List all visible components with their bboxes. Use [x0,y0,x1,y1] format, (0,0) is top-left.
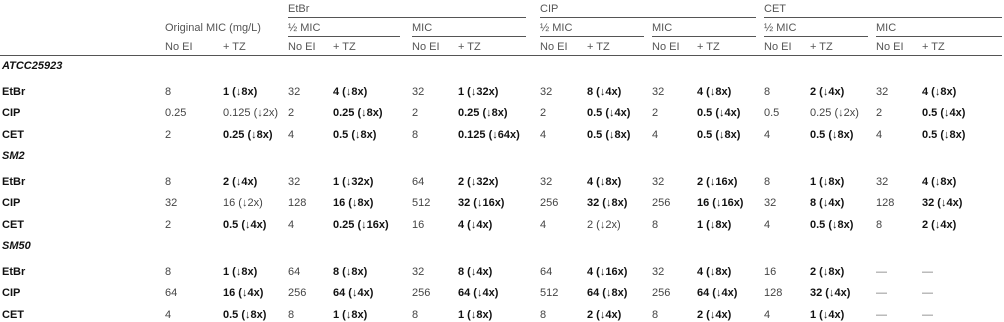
table-cell: 4 (↓8x) [587,175,622,188]
table-cell: — [876,287,887,299]
table-cell: 32 [412,85,425,98]
table-cell: 8 [165,175,172,188]
subgroup-rule-cet-mic [876,36,1002,37]
mic-header-etbr: MIC [412,22,433,34]
table-cell: 32 [876,85,889,98]
row-label: CET [2,218,24,231]
table-cell: 4 [540,128,547,141]
table-cell: 32 [412,265,425,278]
row-label: EtBr [2,265,26,278]
table-cell: — [922,287,933,299]
table-cell: 8 (↓4x) [810,197,845,209]
subgroup-rule-cip-half [540,36,644,37]
original-mic-header: Original MIC (mg/L) [165,22,261,34]
table-cell: 0.5 [764,107,780,119]
col-header-tz: + TZ [810,41,833,53]
col-header-tz: + TZ [458,41,481,53]
table-cell: 8 [540,308,547,321]
col-header-no-ei: No EI [652,41,680,53]
table-cell: 256 [652,287,671,299]
col-header-tz: + TZ [333,41,356,53]
table-cell: 32 [652,85,665,98]
table-cell: 0.25 [165,107,187,119]
table-cell: 2 [540,107,547,119]
table-cell: 1 (↓32x) [458,85,499,98]
table-cell: 4 (↓16x) [587,265,628,278]
group-rule-etbr [288,17,526,18]
table-cell: 1 (↓8x) [458,308,493,321]
group-rule-cet [764,17,1002,18]
table-cell: 0.125 (↓64x) [458,128,520,141]
row-label: CIP [2,287,21,299]
table-cell: 0.25 (↓8x) [333,107,383,119]
table-cell: 16 [764,265,777,278]
table-cell: 2 (↓8x) [810,265,845,278]
group-header-cet: CET [764,3,786,15]
table-cell: 128 [288,197,307,209]
table-cell: 4 [288,218,295,231]
table-cell: 8 [165,265,172,278]
col-header-no-ei: No EI [412,41,440,53]
table-cell: 1 (↓8x) [223,265,258,278]
table-cell: 4 [540,218,547,231]
table-cell: — [876,308,887,321]
table-cell: 8 [412,308,419,321]
table-cell: 64 [288,265,301,278]
table-cell: 2 [876,107,883,119]
section-label: ATCC25923 [2,60,63,72]
table-cell: 16 (↓4x) [223,287,264,299]
table-cell: 4 [288,128,295,141]
table-cell: 4 (↓8x) [697,85,732,98]
table-cell: 0.5 (↓4x) [587,107,631,119]
table-cell: 8 (↓4x) [587,85,622,98]
table-cell: 32 (↓4x) [922,197,963,209]
row-label: EtBr [2,175,26,188]
table-cell: 2 (↓32x) [458,175,499,188]
row-label: EtBr [2,85,26,98]
table-cell: 2 [165,218,172,231]
table-cell: 8 (↓8x) [333,265,368,278]
section-label: SM50 [2,240,31,252]
table-cell: 32 (↓16x) [458,197,505,209]
table-cell: 128 [764,287,783,299]
table-cell: 8 [652,218,659,231]
table-cell: 0.5 (↓8x) [697,128,741,141]
table-cell: 1 (↓8x) [333,308,368,321]
table-cell: — [922,308,933,321]
table-cell: 0.5 (↓8x) [223,308,267,321]
table-cell: 0.5 (↓8x) [587,128,631,141]
section-label: SM2 [2,150,25,162]
row-label: CIP [2,107,21,119]
table-cell: 0.5 (↓4x) [922,107,966,119]
table-cell: 32 (↓4x) [810,287,851,299]
table-cell: 2 (↓4x) [922,218,957,231]
subgroup-rule-etbr-half [288,36,400,37]
table-cell: 0.25 (↓8x) [223,128,273,141]
table-cell: 2 [412,107,419,119]
col-header-tz: + TZ [697,41,720,53]
half-mic-header-cet: ½ MIC [764,22,797,34]
table-cell: 4 (↓8x) [697,265,732,278]
table-cell: 8 [876,218,883,231]
table-cell: 8 [764,175,771,188]
table-cell: 4 [165,308,172,321]
table-cell: 4 [764,308,771,321]
col-header-no-ei: No EI [288,41,316,53]
table-cell: 0.5 (↓8x) [810,128,854,141]
col-header-tz: + TZ [922,41,945,53]
table-cell: 32 [540,85,553,98]
table-cell: 1 (↓4x) [810,308,845,321]
table-cell: 256 [652,197,671,209]
table-cell: 64 (↓4x) [697,287,738,299]
table-cell: 8 [652,308,659,321]
table-cell: 256 [288,287,307,299]
table-cell: 1 (↓8x) [810,175,845,188]
table-cell: 4 (↓4x) [458,218,493,231]
table-cell: 32 [540,175,553,188]
table-cell: 64 (↓8x) [587,287,628,299]
col-header-no-ei: No EI [876,41,904,53]
table-cell: 64 [165,287,178,299]
table-cell: 1 (↓32x) [333,175,374,188]
table-cell: 8 [288,308,295,321]
table-cell: 4 [764,218,771,231]
table-cell: 8 (↓4x) [458,265,493,278]
group-header-etbr: EtBr [288,3,310,15]
subgroup-rule-cet-half [764,36,868,37]
table-cell: 2 (↓2x) [587,218,621,231]
table-cell: 32 [288,175,301,188]
row-label: CIP [2,197,21,209]
col-header-tz: + TZ [587,41,610,53]
table-cell: 32 [165,197,178,209]
row-label: CET [2,308,24,321]
table-cell: 4 [652,128,659,141]
table-cell: 32 [288,85,301,98]
table-cell: 0.25 (↓16x) [333,218,389,231]
table-cell: 512 [412,197,431,209]
col-header-no-ei: No EI [764,41,792,53]
mic-header-cet: MIC [876,22,897,34]
table-cell: 0.25 (↓8x) [458,107,508,119]
table-cell: 32 (↓8x) [587,197,628,209]
table-cell: 8 [165,85,172,98]
col-header-no-ei: No EI [540,41,568,53]
table-cell: 256 [412,287,431,299]
table-cell: 2 (↓16x) [697,175,738,188]
table-cell: — [922,265,933,278]
table-cell: 8 [764,85,771,98]
group-rule-cip [540,17,756,18]
table-cell: 1 (↓8x) [697,218,732,231]
table-cell: 16 (↓8x) [333,197,374,209]
table-cell: 64 [540,265,553,278]
table-cell: — [876,265,887,278]
table-cell: 512 [540,287,559,299]
table-cell: 256 [540,197,559,209]
table-cell: 128 [876,197,895,209]
row-label: CET [2,128,24,141]
table-cell: 16 (↓16x) [697,197,744,209]
table-cell: 2 (↓4x) [810,85,845,98]
subgroup-rule-etbr-mic [412,36,526,37]
table-cell: 2 (↓4x) [223,175,258,188]
table-cell: 16 (↓2x) [223,197,263,209]
col-header-no-ei: No EI [165,41,193,53]
half-mic-header-etbr: ½ MIC [288,22,321,34]
table-cell: 32 [876,175,889,188]
col-header-tz: + TZ [223,41,246,53]
table-cell: 2 (↓4x) [587,308,622,321]
mic-header-cip: MIC [652,22,673,34]
table-cell: 0.5 (↓4x) [223,218,267,231]
table-cell: 32 [764,197,777,209]
table-cell: 64 (↓4x) [333,287,374,299]
table-cell: 32 [652,175,665,188]
table-cell: 0.5 (↓8x) [333,128,377,141]
table-cell: 0.5 (↓4x) [697,107,741,119]
table-cell: 4 [876,128,883,141]
table-cell: 2 [165,128,172,141]
table-cell: 0.5 (↓8x) [922,128,966,141]
table-cell: 16 [412,218,425,231]
table-cell: 32 [652,265,665,278]
table-cell: 4 (↓8x) [922,175,957,188]
half-mic-header-cip: ½ MIC [540,22,573,34]
table-cell: 4 (↓8x) [922,85,957,98]
table-cell: 0.25 (↓2x) [810,107,859,119]
table-cell: 64 (↓4x) [458,287,499,299]
table-cell: 2 [652,107,659,119]
table-cell: 0.5 (↓8x) [810,218,854,231]
subgroup-rule-cip-mic [652,36,756,37]
table-cell: 8 [412,128,419,141]
table-cell: 4 (↓8x) [333,85,368,98]
table-cell: 64 [412,175,425,188]
table-cell: 2 [288,107,295,119]
table-cell: 0.125 (↓2x) [223,107,279,119]
table-cell: 4 [764,128,771,141]
table-cell: 2 (↓4x) [697,308,732,321]
header-bottom-rule [0,55,1002,56]
group-header-cip: CIP [540,3,559,15]
table-cell: 1 (↓8x) [223,85,258,98]
